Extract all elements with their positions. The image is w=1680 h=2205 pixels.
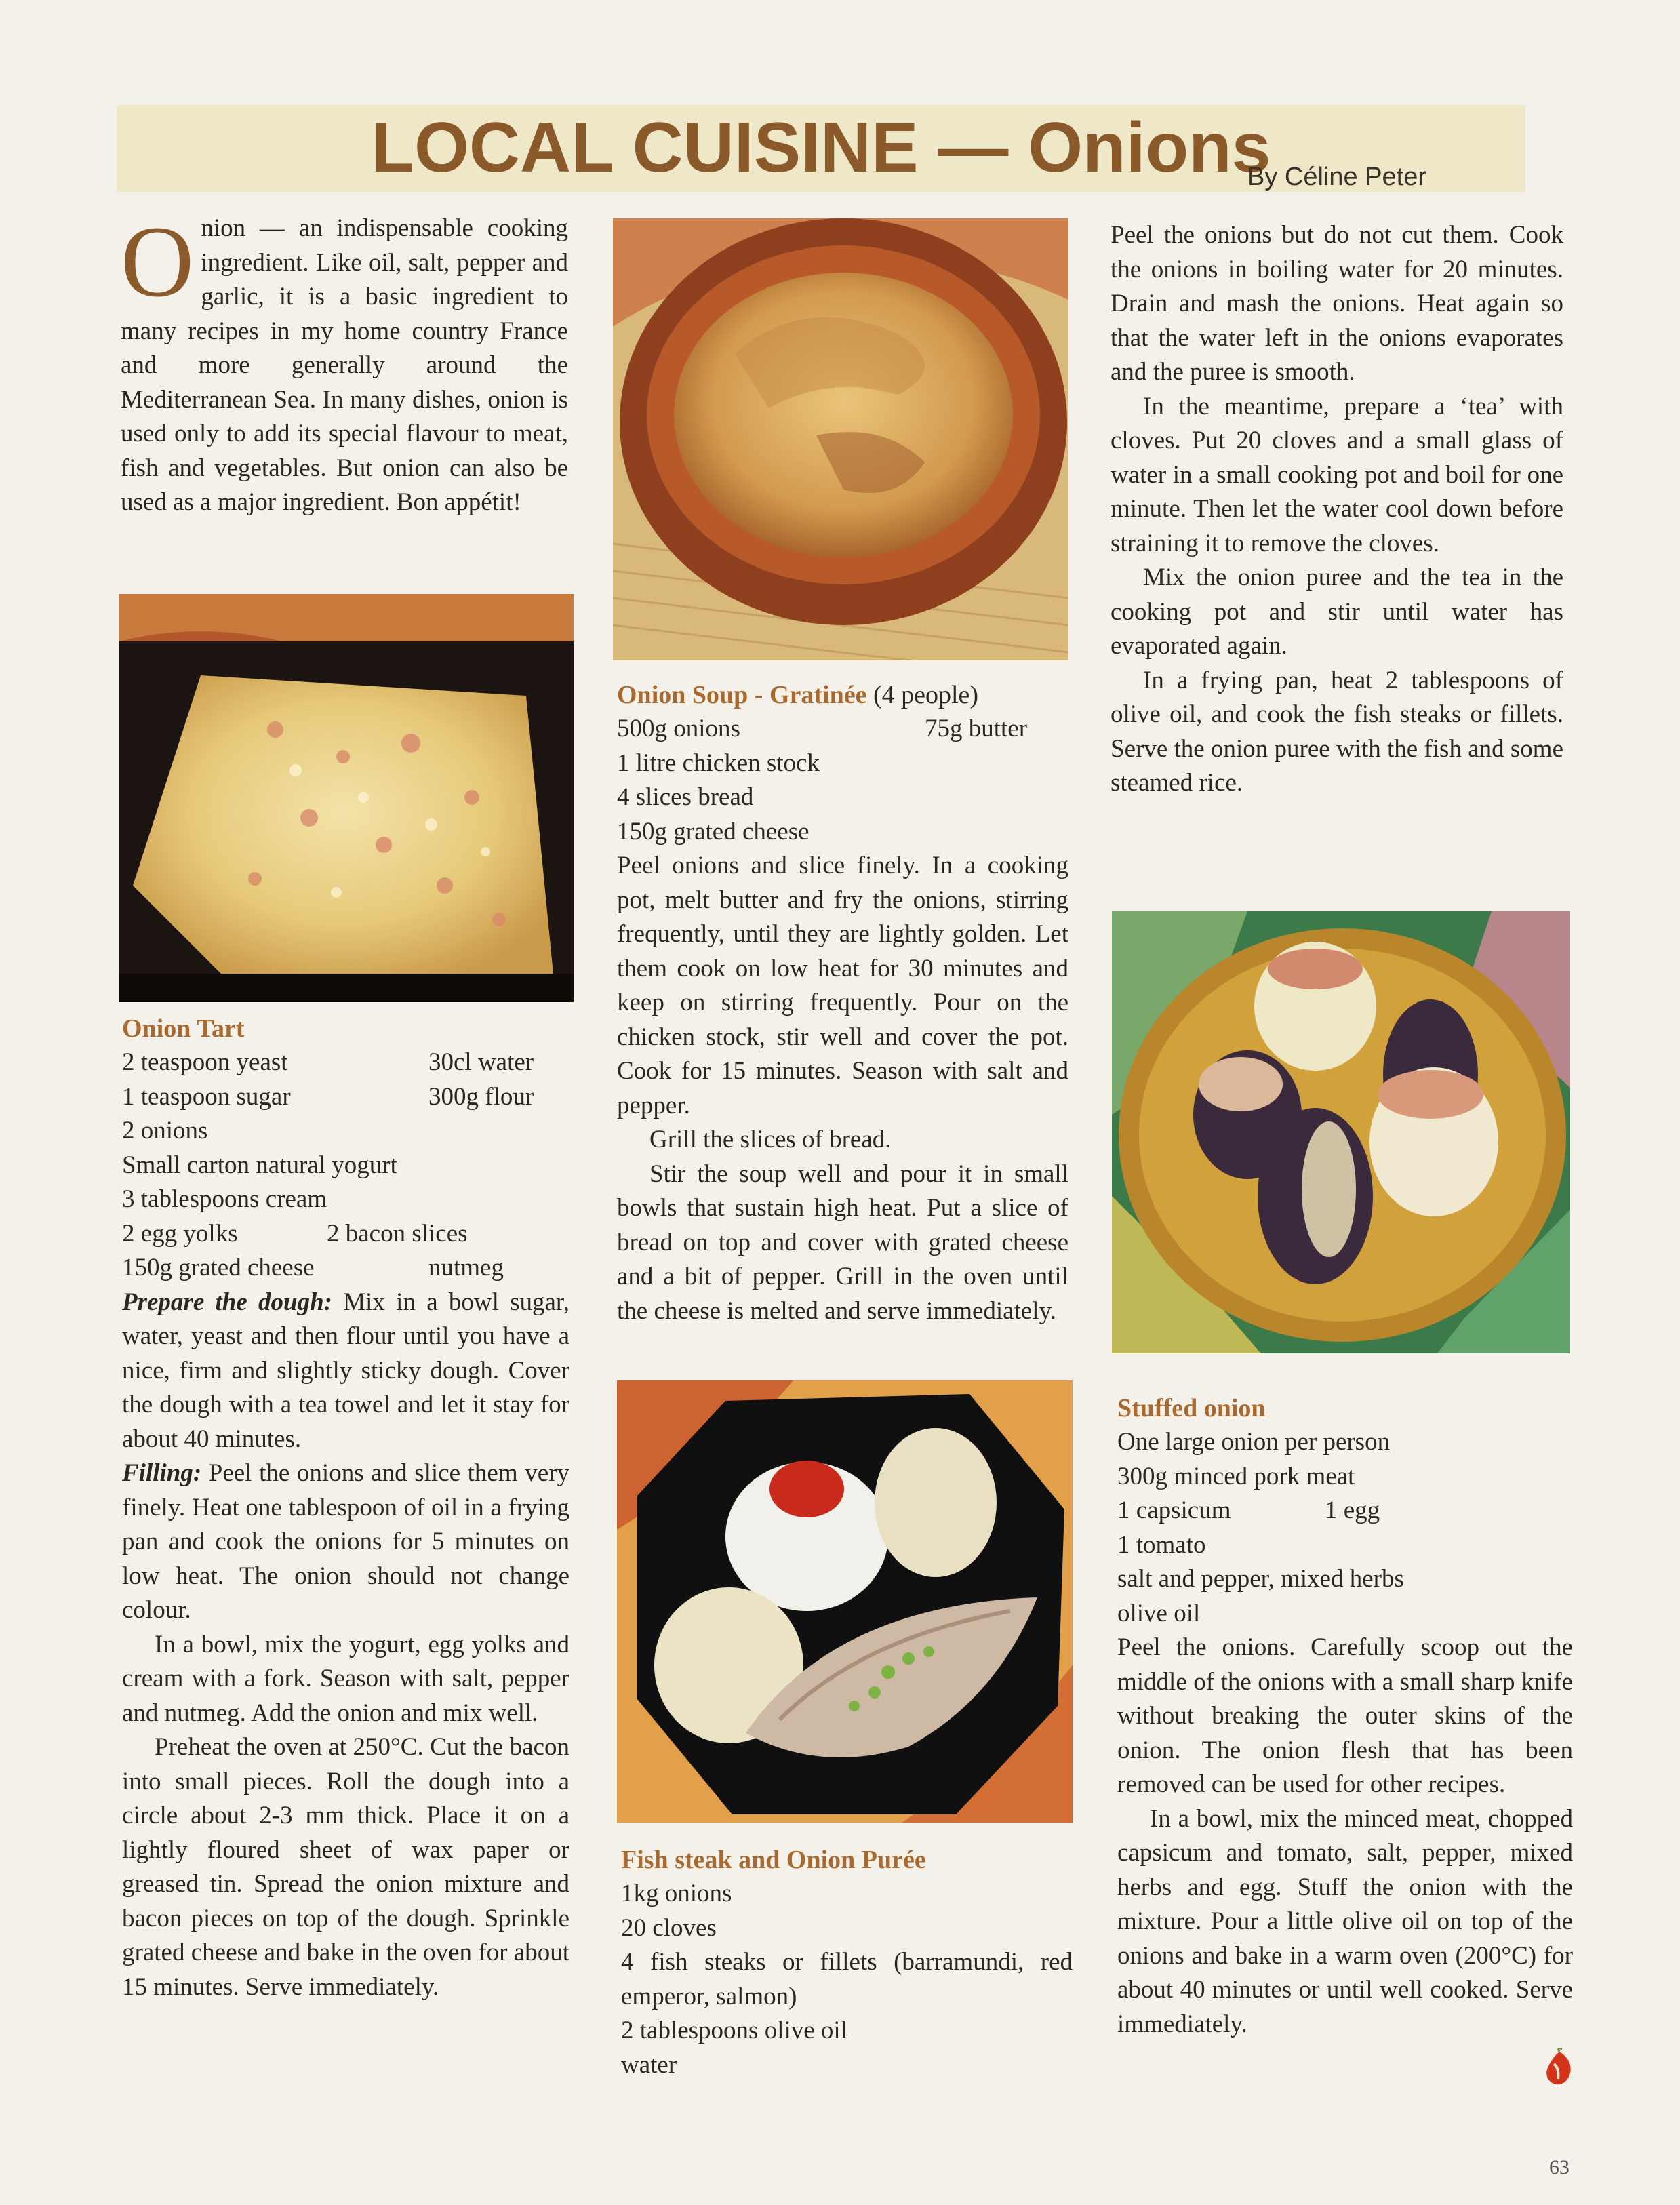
fish-method: [1111, 218, 1563, 801]
step-paragraph: Grill the slices of bread.: [649, 1126, 892, 1153]
ingredient-line: [122, 1251, 569, 1286]
filling-step: [122, 1456, 569, 1628]
ingredient-line: 2 onions: [122, 1117, 208, 1145]
ingredient: 75g butter: [925, 715, 1028, 742]
step-paragraph: Peel the onions. Carefully scoop out the middle of the onions with a small sharp knife without breaking the outer skins of the onion. The onion flesh that has been removed can be used for other recipes.: [1117, 1633, 1573, 1798]
onion-tart-title: Onion Tart: [122, 1014, 245, 1043]
ingredient-line: olive oil: [1117, 1599, 1201, 1627]
step-paragraph: In a bowl, mix the yogurt, egg yolks and cream with a fork. Season with salt, pepper and nutmeg. Add the onion and mix well.: [122, 1630, 569, 1727]
ingredient-line: 1 litre chicken stock: [617, 749, 820, 777]
onion-logo-icon: [1539, 2048, 1580, 2088]
ingredient: 1 egg: [1325, 1496, 1380, 1524]
ingredient: 2 egg yolks: [122, 1219, 238, 1248]
ingredient-line: [122, 1046, 569, 1080]
ingredient-line: water: [621, 2050, 677, 2079]
ingredient-line: [122, 1217, 569, 1252]
ingredient: nutmeg: [428, 1254, 504, 1282]
ingredient: 2 teaspoon yeast: [122, 1048, 288, 1076]
page-number: 63: [1549, 2156, 1569, 2179]
ingredient-line: 20 cloves: [621, 1913, 717, 1942]
step-text: Peel the onions and slice them very finely. Heat one tablespoon of oil in a frying pan and cook the onions for 5 minutes on low heat. The onion should not change colour.: [122, 1459, 569, 1624]
ingredient-line: 2 tablespoons olive oil: [621, 2017, 847, 2044]
step-paragraph: In the meantime, prepare a ‘tea’ with cloves. Put 20 cloves and a small glass of water in a small cooking pot and boil for one minute. Then let the water cool down before straining it to remove the cloves.: [1111, 392, 1563, 557]
fish-steak-title: Fish steak and Onion Purée: [621, 1846, 926, 1874]
stuffed-onion-recipe: [1117, 1391, 1573, 2042]
step-paragraph: Peel onions and slice finely. In a cooking pot, melt butter and fry the onions, stirring frequently, until they are lightly golden. Let them cook on low heat for 30 minutes and keep on stirring frequently. Pour on the chicken stock, stir well and cover the pot. Cook for 15 minutes. Season with salt and pepper.: [617, 852, 1068, 1119]
onion-soup-recipe: [617, 678, 1068, 1328]
ingredient: 1 teaspoon sugar: [122, 1082, 291, 1111]
ingredient-line: 300g minced pork meat: [1117, 1462, 1355, 1490]
ingredient-line: 1 tomato: [1117, 1530, 1206, 1559]
ingredient-line: [1117, 1494, 1573, 1528]
recipe-name: Onion Soup - Gratinée: [617, 681, 867, 709]
ingredient: 1 capsicum: [1117, 1496, 1231, 1524]
ingredient-line: Small carton natural yogurt: [122, 1151, 397, 1179]
intro-text: [121, 205, 568, 520]
step-paragraph: Mix the onion puree and the tea in the cooking pot and stir until water has evaporated again.: [1111, 563, 1563, 660]
step-label: Prepare the dough:: [122, 1288, 332, 1316]
dough-step: [122, 1286, 569, 1457]
step-paragraph: Stir the soup well and pour it in small bowls that sustain high heat. Put a slice of bread on top and cover with grated cheese and a bit of pepper. Grill in the oven until the cheese is melted and serve immediately.: [617, 1159, 1068, 1325]
drop-cap: O: [121, 205, 195, 318]
fish-steak-photo: [617, 1380, 1073, 1823]
step-text: Mix in a bowl sugar, water, yeast and then flour until you have a nice, firm and slightly sticky dough. Cover the dough with a tea towel and let it stay for about 40 minutes.: [122, 1288, 570, 1453]
step-paragraph: Preheat the oven at 250°C. Cut the bacon into small pieces. Roll the dough into a circle about 2-3 mm thick. Place it on a lightly floured sheet of wax paper or greased tin. Spread the onion mixture and bacon pieces on top of the dough. Sprinkle grated cheese and bake in the oven for about 15 minutes. Serve immediately.: [122, 1733, 569, 2001]
stuffed-onion-title: Stuffed onion: [1117, 1394, 1266, 1423]
onion-tart-photo: [119, 594, 574, 1002]
byline: By Céline Peter: [1247, 163, 1427, 191]
stuffed-onion-photo: [1112, 911, 1570, 1353]
onion-soup-title: [617, 678, 1068, 712]
ingredient-line: 150g grated cheese: [617, 817, 809, 846]
ingredient: 30cl water: [428, 1048, 534, 1076]
onion-soup-photo: [613, 218, 1068, 660]
ingredient: 2 bacon slices: [327, 1219, 468, 1248]
onion-tart-recipe: [122, 1012, 569, 2004]
intro-body: nion — an indispensable cooking ingredient. Like oil, salt, pepper and garlic, it is a basic ingredient to many recipes in my home country France and more generally around the Mediterranean Sea. In many dishes, onion is used only to add its special flavour to meat, fish and vegetables. But onion can also be used as a major ingredient. Bon appétit!: [121, 214, 568, 516]
ingredient-line: 1kg onions: [621, 1880, 732, 1907]
step-label: Filling:: [122, 1459, 202, 1487]
ingredient: 300g flour: [428, 1082, 534, 1111]
step-paragraph: In a bowl, mix the minced meat, chopped capsicum and tomato, salt, pepper, mixed herbs and egg. Stuff the onion with the mixture. Pour a little olive oil on top of the onions and bake in a warm oven (200°C) for about 40 minutes or until well cooked. Serve immediately.: [1117, 1804, 1573, 2038]
step-paragraph: In a frying pan, heat 2 tablespoons of olive oil, and cook the fish steaks or fillets. Serve the onion puree with the fish and some steamed rice.: [1111, 666, 1563, 797]
ingredient-line: 3 tablespoons cream: [122, 1185, 327, 1213]
ingredient-line: 4 fish steaks or fillets (barramundi, red emperor, salmon): [621, 1948, 1073, 2010]
ingredient-line: One large onion per person: [1117, 1428, 1391, 1456]
ingredient-line: 4 slices bread: [617, 783, 754, 811]
ingredient-line: [122, 1080, 569, 1115]
ingredient: 500g onions: [617, 715, 740, 742]
ingredient: 150g grated cheese: [122, 1254, 315, 1282]
ingredient-line: salt and pepper, mixed herbs: [1117, 1565, 1404, 1593]
fish-ingredients: [621, 1843, 1073, 2082]
step-paragraph: Peel the onions but do not cut them. Cook the onions in boiling water for 20 minutes. Drain and mash the onions. Heat again so that the water left in the onions evaporates and the puree is smooth.: [1111, 221, 1563, 386]
serves: (4 people): [866, 681, 979, 709]
ingredient-line: [617, 712, 1068, 747]
page-title: LOCAL CUISINE — Onions: [371, 108, 1271, 187]
